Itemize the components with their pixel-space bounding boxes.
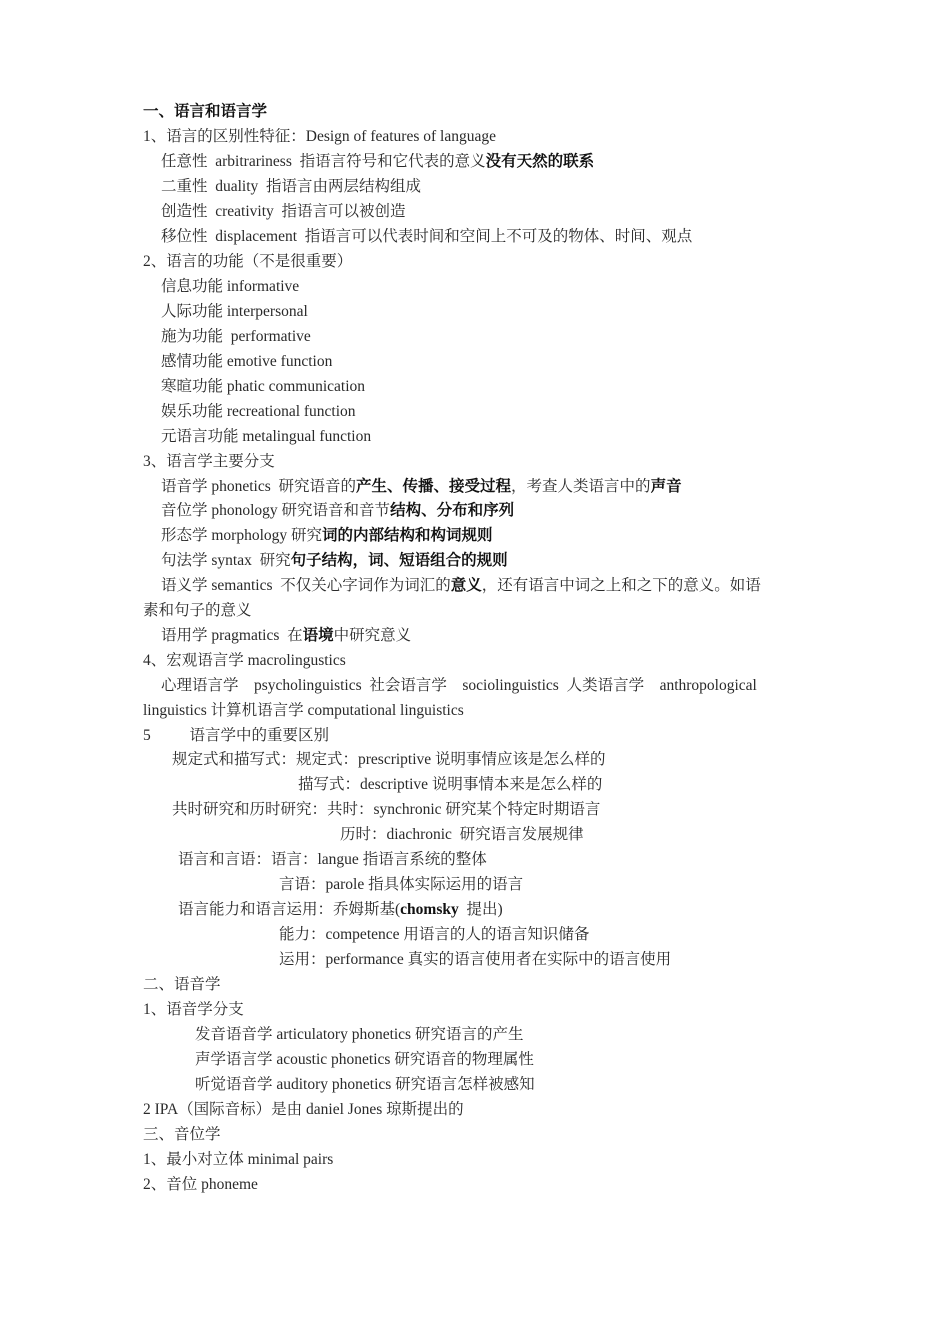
text-segment: 感情功能 emotive function — [161, 353, 333, 370]
text-segment: linguistics 计算机语言学 computational linguistics — [143, 702, 464, 719]
text-line — [143, 1100, 464, 1120]
text-line — [161, 576, 761, 596]
bold-text-segment: 意义 — [450, 577, 482, 594]
text-segment: 语言能力和语言运用：乔姆斯基( — [178, 901, 401, 918]
text-segment: 信息功能 informative — [161, 278, 300, 295]
bold-text-segment: 没有天然的联系 — [485, 153, 595, 170]
text-line — [279, 925, 589, 945]
text-line — [143, 102, 267, 122]
text-segment: 1、语音学分支 — [143, 1001, 244, 1018]
text-line — [143, 726, 329, 746]
text-segment: 声学语言学 acoustic phonetics 研究语音的物理属性 — [195, 1051, 534, 1068]
text-segment: 人际功能 interpersonal — [161, 303, 308, 320]
text-line — [161, 626, 411, 646]
bold-text-segment: 词的内部结构和构词规则 — [322, 527, 493, 544]
text-segment: 描写式：descriptive 说明事情本来是怎么样的 — [298, 776, 603, 793]
text-line — [195, 1050, 534, 1070]
text-line — [143, 1175, 258, 1195]
bold-text-segment: chomsky — [400, 901, 459, 918]
text-line — [161, 302, 308, 322]
text-line — [161, 327, 311, 347]
text-line — [178, 850, 487, 870]
text-line — [143, 1125, 221, 1145]
text-line — [143, 127, 496, 147]
text-line — [143, 1000, 244, 1020]
text-segment: 二、语音学 — [143, 976, 221, 993]
text-segment: ，还有语言中词之上和之下的意义。如语 — [481, 577, 761, 594]
text-segment: 言语：parole 指具体实际运用的语言 — [279, 876, 524, 893]
text-segment: 移位性 displacement 指语言可以代表时间和空间上不可及的物体、时间、观点 — [161, 228, 693, 245]
text-line — [172, 800, 600, 820]
text-segment: 二重性 duality 指语言由两层结构组成 — [161, 178, 422, 195]
text-segment: 1、最小对立体 minimal pairs — [143, 1151, 334, 1168]
text-segment: 句法学 syntax 研究 — [161, 552, 291, 569]
text-segment: ，考查人类语言中的 — [511, 478, 651, 495]
text-segment: 施为功能 performative — [161, 328, 311, 345]
text-segment: 2、音位 phoneme — [143, 1176, 258, 1193]
text-segment: 历时：diachronic 研究语言发展规律 — [340, 826, 584, 843]
text-line — [161, 402, 356, 422]
bold-text-segment: 语境 — [302, 627, 334, 644]
text-line — [143, 252, 352, 272]
text-line — [178, 900, 503, 920]
text-segment: 创造性 creativity 指语言可以被创造 — [161, 203, 406, 220]
text-line — [298, 775, 602, 795]
text-segment: 共时研究和历时研究：共时：synchronic 研究某个特定时期语言 — [172, 801, 601, 818]
text-segment: 语音学 phonetics 研究语音的 — [161, 478, 357, 495]
text-line — [172, 750, 606, 770]
bold-text-segment: 产生、传播、接受过程 — [356, 478, 512, 495]
text-segment: 寒暄功能 phatic communication — [161, 378, 366, 395]
text-segment: 三、音位学 — [143, 1126, 221, 1143]
text-line — [161, 676, 757, 696]
text-segment: 语用学 pragmatics 在 — [161, 627, 303, 644]
text-segment: 形态学 morphology 研究 — [161, 527, 323, 544]
text-line — [161, 177, 421, 197]
text-segment: 元语言功能 metalingual function — [161, 428, 372, 445]
text-segment: 5 语言学中的重要区别 — [143, 727, 330, 744]
bold-text-segment: 句子结构，词、短语组合的规则 — [290, 552, 508, 569]
text-line — [143, 452, 275, 472]
text-line — [161, 152, 594, 172]
text-segment: 3、语言学主要分支 — [143, 453, 275, 470]
text-line — [161, 477, 682, 497]
text-line — [143, 651, 346, 671]
text-segment: 提出) — [458, 901, 503, 918]
text-line — [161, 352, 332, 372]
text-line — [340, 825, 584, 845]
text-segment: 发音语音学 articulatory phonetics 研究语言的产生 — [195, 1026, 524, 1043]
text-segment: 2 IPA（国际音标）是由 daniel Jones 琼斯提出的 — [143, 1101, 464, 1118]
bold-text-segment: 一、语言和语言学 — [143, 103, 268, 120]
text-segment: 娱乐功能 recreational function — [161, 403, 356, 420]
text-line — [195, 1075, 535, 1095]
text-line — [279, 875, 523, 895]
text-segment: 任意性 arbitrariness 指语言符号和它代表的意义 — [161, 153, 486, 170]
text-segment: 语言和言语：语言：langue 指语言系统的整体 — [178, 851, 487, 868]
bold-text-segment: 结构、分布和序列 — [390, 502, 515, 519]
text-line — [143, 1150, 333, 1170]
text-line — [195, 1025, 523, 1045]
text-line — [161, 202, 406, 222]
text-segment: 能力：competence 用语言的人的语言知识储备 — [279, 926, 590, 943]
text-segment: 素和句子的意义 — [143, 602, 252, 619]
text-line — [161, 526, 493, 546]
text-line — [161, 227, 692, 247]
text-segment: 心理语言学 psycholinguistics 社会语言学 sociolinguistics 人类语言学 anthropological — [161, 677, 757, 694]
text-line — [161, 377, 365, 397]
text-line — [143, 975, 221, 995]
text-segment: 中研究意义 — [333, 627, 412, 644]
text-segment: 1、语言的区别性特征：Design of features of language — [143, 128, 496, 145]
text-segment: 4、宏观语言学 macrolingustics — [143, 652, 346, 669]
text-segment: 2、语言的功能（不是很重要） — [143, 253, 353, 270]
text-segment: 运用：performance 真实的语言使用者在实际中的语言使用 — [279, 951, 672, 968]
text-line — [143, 601, 252, 621]
text-line — [161, 551, 508, 571]
bold-text-segment: 声音 — [650, 478, 682, 495]
text-segment: 语义学 semantics 不仅关心字词作为词汇的 — [161, 577, 451, 594]
text-segment: 听觉语音学 auditory phonetics 研究语言怎样被感知 — [195, 1076, 535, 1093]
text-segment: 音位学 phonology 研究语音和音节 — [161, 502, 391, 519]
text-line — [143, 701, 464, 721]
text-line — [161, 277, 299, 297]
text-line — [161, 501, 514, 521]
text-segment: 规定式和描写式：规定式：prescriptive 说明事情应该是怎么样的 — [172, 751, 606, 768]
text-line — [161, 427, 371, 447]
text-line — [279, 950, 671, 970]
